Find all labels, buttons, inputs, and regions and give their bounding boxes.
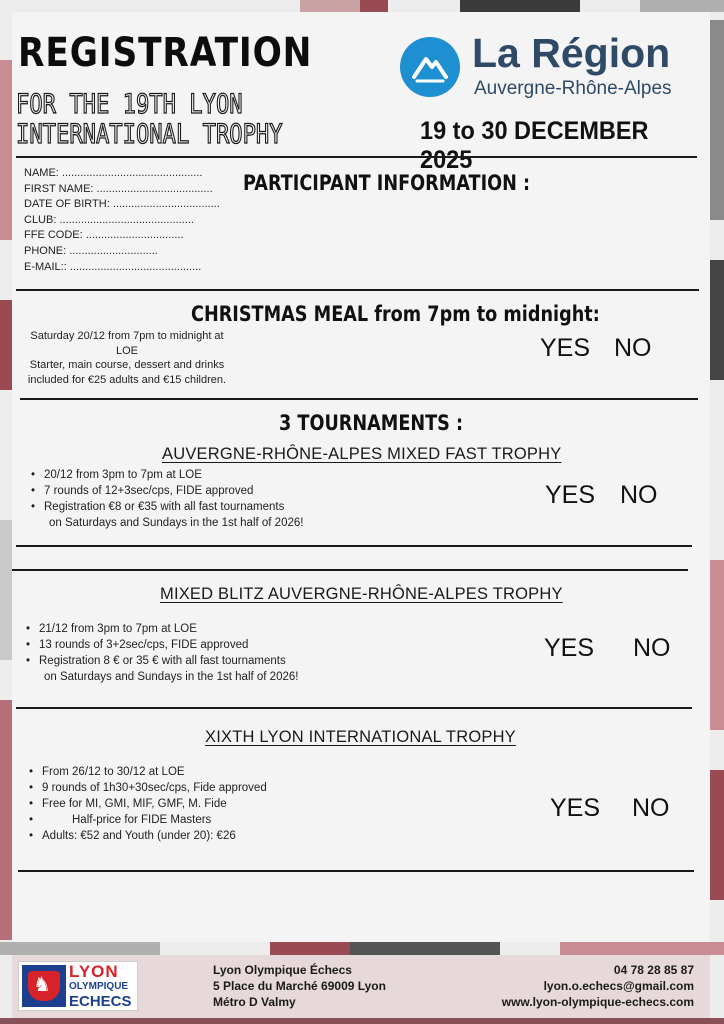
tournaments-heading: 3 TOURNAMENTS : (279, 411, 464, 435)
decor-band-bottom-2 (270, 942, 350, 955)
subtitle-line-2: INTERNATIONAL TROPHY (16, 119, 283, 150)
decor-band-top-1 (300, 0, 360, 12)
club-email[interactable]: lyon.o.echecs@gmail.com (543, 979, 694, 993)
club-name: Lyon Olympique Échecs (213, 963, 352, 977)
logo-line-3: ECHECS (69, 993, 132, 1010)
club-phone[interactable]: 04 78 28 85 87 (613, 963, 694, 977)
list-item: • 9 rounds of 1h30+30sec/cps, Fide approved (27, 780, 267, 796)
divider (16, 156, 697, 158)
divider (16, 707, 692, 709)
decor-band-right-4 (710, 770, 724, 900)
logo-line-2: OLYMPIQUE (69, 981, 129, 992)
meal-description (14, 329, 240, 387)
list-item: • 7 rounds of 12+3sec/cps, FIDE approved (29, 483, 303, 499)
tournament-2-yes-option[interactable]: YES (544, 634, 595, 662)
logo-line-1: LYON (69, 962, 119, 981)
tournament-1-yes-option[interactable]: YES (545, 481, 596, 509)
participant-fields (24, 166, 220, 275)
tournament-1-details (29, 467, 303, 531)
meal-line: LOE (115, 344, 138, 357)
tournament-2-details (24, 621, 298, 685)
list-item: on Saturdays and Sundays in the 1st half of 2026! (44, 671, 299, 683)
tournament-3-details (27, 764, 267, 844)
subtitle-line-1: FOR THE 19TH LYON (16, 89, 243, 120)
decor-band-bottom-1 (0, 942, 160, 955)
decor-band-left-4 (0, 700, 12, 940)
decor-band-right-3 (710, 560, 724, 730)
tournament-3-yes-option[interactable]: YES (550, 794, 601, 822)
tournament-1-no-option[interactable]: NO (620, 481, 658, 509)
decor-band-bottom-4 (560, 942, 724, 955)
meal-line: included for €25 adults and €15 children. (27, 373, 227, 386)
field-email[interactable]: E-MAIL:: ........................................... (24, 260, 202, 273)
divider (16, 545, 692, 547)
decor-band-left-1 (0, 60, 12, 240)
list-item: • Registration 8 € or 35 € with all fast tournaments (24, 653, 298, 669)
decor-band-top-2 (360, 0, 388, 12)
field-date-of-birth[interactable]: DATE OF BIRTH: ................................... (24, 198, 220, 211)
field-ffe-code[interactable]: FFE CODE: ................................ (24, 229, 184, 242)
participant-heading: PARTICIPANT INFORMATION : (243, 171, 531, 195)
meal-no-option[interactable]: NO (614, 334, 652, 362)
list-item: • Free for MI, GMI, MIF, GMF, M. Fide (27, 796, 267, 812)
club-address: 5 Place du Marché 69009 Lyon (213, 979, 386, 993)
decor-band-left-3 (0, 520, 12, 660)
meal-line: Starter, main course, dessert and drinks (29, 359, 225, 371)
tournament-1-title: AUVERGNE-RHÔNE-ALPES MIXED FAST TROPHY (162, 445, 562, 463)
footer-contact-block (502, 962, 694, 1010)
field-phone[interactable]: PHONE: ............................. (24, 244, 158, 257)
lion-shield-icon: ♞ (22, 965, 66, 1007)
club-website[interactable]: www.lyon-olympique-echecs.com (501, 995, 694, 1009)
field-first-name[interactable]: FIRST NAME: ...................................... (24, 182, 213, 195)
list-item: • 20/12 from 3pm to 7pm at LOE (29, 467, 303, 483)
divider (16, 289, 699, 291)
footer-address-block (213, 962, 386, 1010)
decor-band-top-4 (640, 0, 724, 12)
decor-band-right-2 (710, 260, 724, 380)
decor-band-top-3 (460, 0, 580, 12)
list-item: • 13 rounds of 3+2sec/cps, FIDE approved (24, 637, 298, 653)
list-item: • 21/12 from 3pm to 7pm at LOE (24, 621, 298, 637)
decor-band-right-1 (710, 20, 724, 220)
mountain-logo-icon (400, 37, 460, 97)
meal-yes-option[interactable]: YES (540, 334, 591, 362)
region-logo-subtitle: Auvergne-Rhône-Alpes (474, 78, 672, 99)
list-item: • From 26/12 to 30/12 at LOE (27, 764, 267, 780)
divider (20, 398, 698, 400)
decor-band-left-2 (0, 300, 12, 390)
list-item: on Saturdays and Sundays in the 1st half of 2026! (49, 517, 304, 529)
region-logo-title: La Région (472, 30, 671, 76)
tournament-2-title: MIXED BLITZ AUVERGNE-RHÔNE-ALPES TROPHY (160, 585, 563, 603)
decor-band-bottom-3 (350, 942, 500, 955)
page-title: REGISTRATION (18, 30, 313, 76)
tournament-2-no-option[interactable]: NO (633, 634, 671, 662)
divider (12, 569, 688, 571)
list-item: • Half-price for FIDE Masters (27, 812, 267, 828)
field-club[interactable]: CLUB: ............................................ (24, 213, 194, 226)
lyon-olympique-echecs-logo (18, 961, 138, 1011)
divider (18, 870, 694, 872)
club-metro: Métro D Valmy (213, 995, 296, 1009)
event-dates: 19 to 30 DECEMBER 2025 (420, 117, 649, 174)
tournament-3-no-option[interactable]: NO (632, 794, 670, 822)
meal-line: Saturday 20/12 from 7pm to midnight at (30, 330, 224, 342)
field-name[interactable]: NAME: .............................................. (24, 167, 203, 179)
list-item: • Registration €8 or €35 with all fast tournaments (29, 499, 303, 515)
meal-heading: CHRISTMAS MEAL from 7pm to midnight: (191, 302, 600, 326)
decor-band-bottom-5 (0, 1018, 724, 1024)
list-item: • Adults: €52 and Youth (under 20): €26 (27, 828, 267, 844)
tournament-3-title: XIXTH LYON INTERNATIONAL TROPHY (205, 728, 516, 746)
